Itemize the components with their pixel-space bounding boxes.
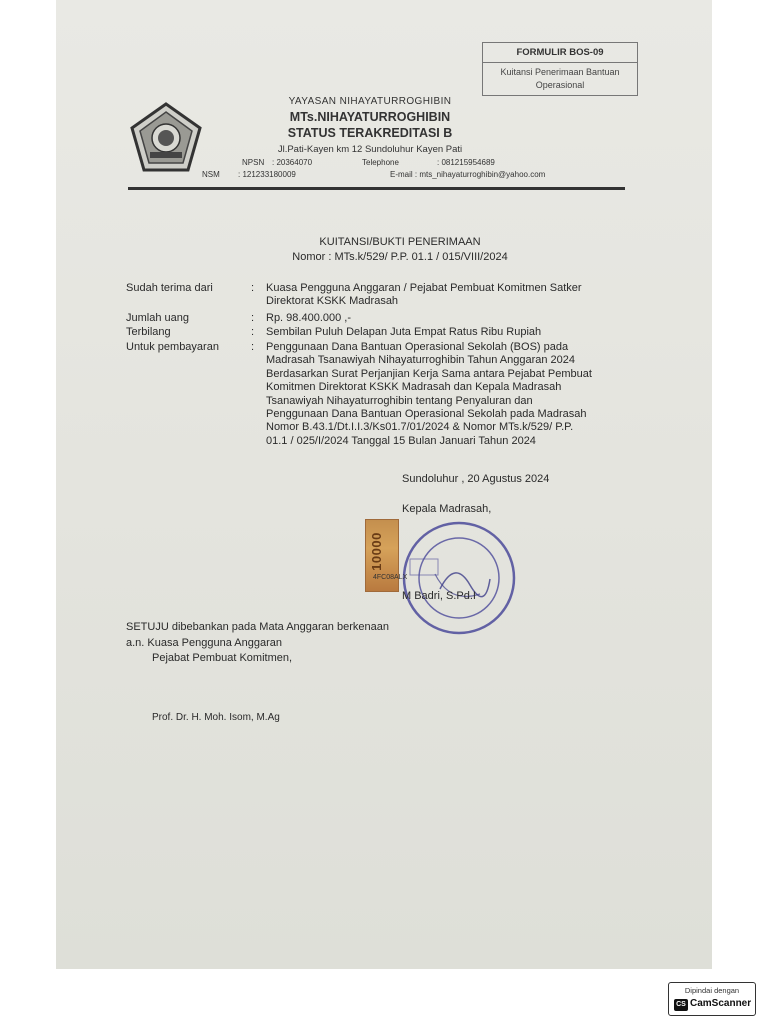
received-from-label: Sudah terima dari	[126, 282, 213, 294]
purpose-line: Madrasah Tsanawiyah Nihayaturroghibin Tahun Anggaran 2024	[266, 354, 576, 367]
purpose-line: Nomor B.43.1/Dt.I.I.3/Ks01.7/01/2024 & Nomor MTs.k/529/ P.P.	[266, 421, 574, 434]
purpose-line: Berdasarkan Surat Perjanjian Kerja Sama antara Pejabat Pembuat	[266, 367, 592, 380]
signer-role: Kepala Madrasah,	[402, 503, 492, 515]
purpose-text	[266, 341, 618, 448]
npsn-value: : 20364070	[272, 158, 313, 167]
foundation-name: YAYASAN NIHAYATURROGHIBIN	[288, 96, 452, 107]
form-description	[483, 63, 637, 92]
official-seal-icon	[400, 519, 518, 637]
receipt-number: Nomor : MTs.k/529/ P.P. 01.1 / 015/VIII/2024	[292, 251, 508, 263]
received-from-value	[266, 282, 618, 309]
place-date: Sundoluhur , 20 Agustus 2024	[402, 473, 550, 485]
received-from-line: Kuasa Pengguna Anggaran / Pejabat Pembuat Komitmen Satker	[266, 282, 582, 294]
school-name: MTs.NIHAYATURROGHIBIN	[289, 110, 451, 124]
approval-line1: SETUJU dibebankan pada Mata Anggaran berkenaan	[126, 621, 389, 633]
signer-name: M Badri, S.Pd.I	[402, 590, 476, 602]
approval-line2: a.n. Kuasa Pengguna Anggaran	[126, 637, 282, 649]
stamp-serial: 4FC08ALX	[373, 574, 408, 581]
camscanner-logo-icon: CS	[674, 999, 688, 1011]
form-code: FORMULIR BOS-09	[483, 43, 637, 63]
approval-line3: Pejabat Pembuat Komitmen,	[152, 652, 293, 664]
form-description-line2: Operasional	[535, 80, 585, 90]
colon: :	[251, 326, 255, 338]
purpose-line: Penggunaan Dana Bantuan Operasional Sekolah pada Madrasah	[266, 408, 587, 421]
letterhead-divider	[128, 187, 625, 190]
phone-label: Telephone	[362, 158, 399, 167]
spelled-amount-label: Terbilang	[126, 326, 171, 338]
spelled-amount-value: Sembilan Puluh Delapan Juta Empat Ratus Ribu Rupiah	[266, 326, 542, 338]
purpose-line: Tsanawiyah Nihayaturroghibin tentang Penyaluran dan	[266, 394, 533, 407]
colon: :	[251, 312, 255, 324]
amount-value: Rp. 98.400.000 ,-	[266, 312, 352, 324]
form-description-line1: Kuitansi Penerimaan Bantuan	[500, 67, 620, 77]
revenue-stamp	[365, 519, 399, 592]
approver-name: Prof. Dr. H. Moh. Isom, M.Ag	[152, 712, 280, 723]
colon: :	[251, 282, 255, 294]
purpose-label: Untuk pembayaran	[126, 341, 219, 353]
npsn-label: NPSN	[242, 158, 265, 167]
colon: :	[251, 341, 255, 353]
revenue-stamp-value-icon: 10000	[368, 532, 384, 571]
purpose-line: Penggunaan Dana Bantuan Operasional Sekolah (BOS) pada	[266, 341, 569, 353]
amount-label: Jumlah uang	[126, 312, 189, 324]
camscanner-badge	[668, 982, 756, 1016]
received-from-line: Direktorat KSKK Madrasah	[266, 295, 399, 308]
school-address: Jl.Pati-Kayen km 12 Sundoluhur Kayen Pati	[277, 144, 463, 155]
purpose-line: 01.1 / 025/I/2024 Tanggal 15 Bulan Januari Tahun 2024	[266, 434, 536, 447]
scanned-with-label: Dipindai dengan	[684, 986, 740, 995]
school-emblem-icon	[128, 100, 204, 176]
nsm-value: : 121233180009	[238, 170, 296, 179]
camscanner-brand: CamScanner	[690, 998, 752, 1009]
form-code-box	[482, 42, 638, 96]
phone-value: : 081215954689	[437, 158, 495, 167]
nsm-label: NSM	[202, 170, 220, 179]
purpose-line: Komitmen Direktorat KSKK Madrasah dan Kepala Madrasah	[266, 381, 562, 394]
school-email: E-mail : mts_nihayaturroghibin@yahoo.com	[390, 170, 546, 179]
receipt-title: KUITANSI/BUKTI PENERIMAAN	[319, 236, 481, 248]
accreditation-status: STATUS TERAKREDITASI B	[287, 126, 453, 140]
